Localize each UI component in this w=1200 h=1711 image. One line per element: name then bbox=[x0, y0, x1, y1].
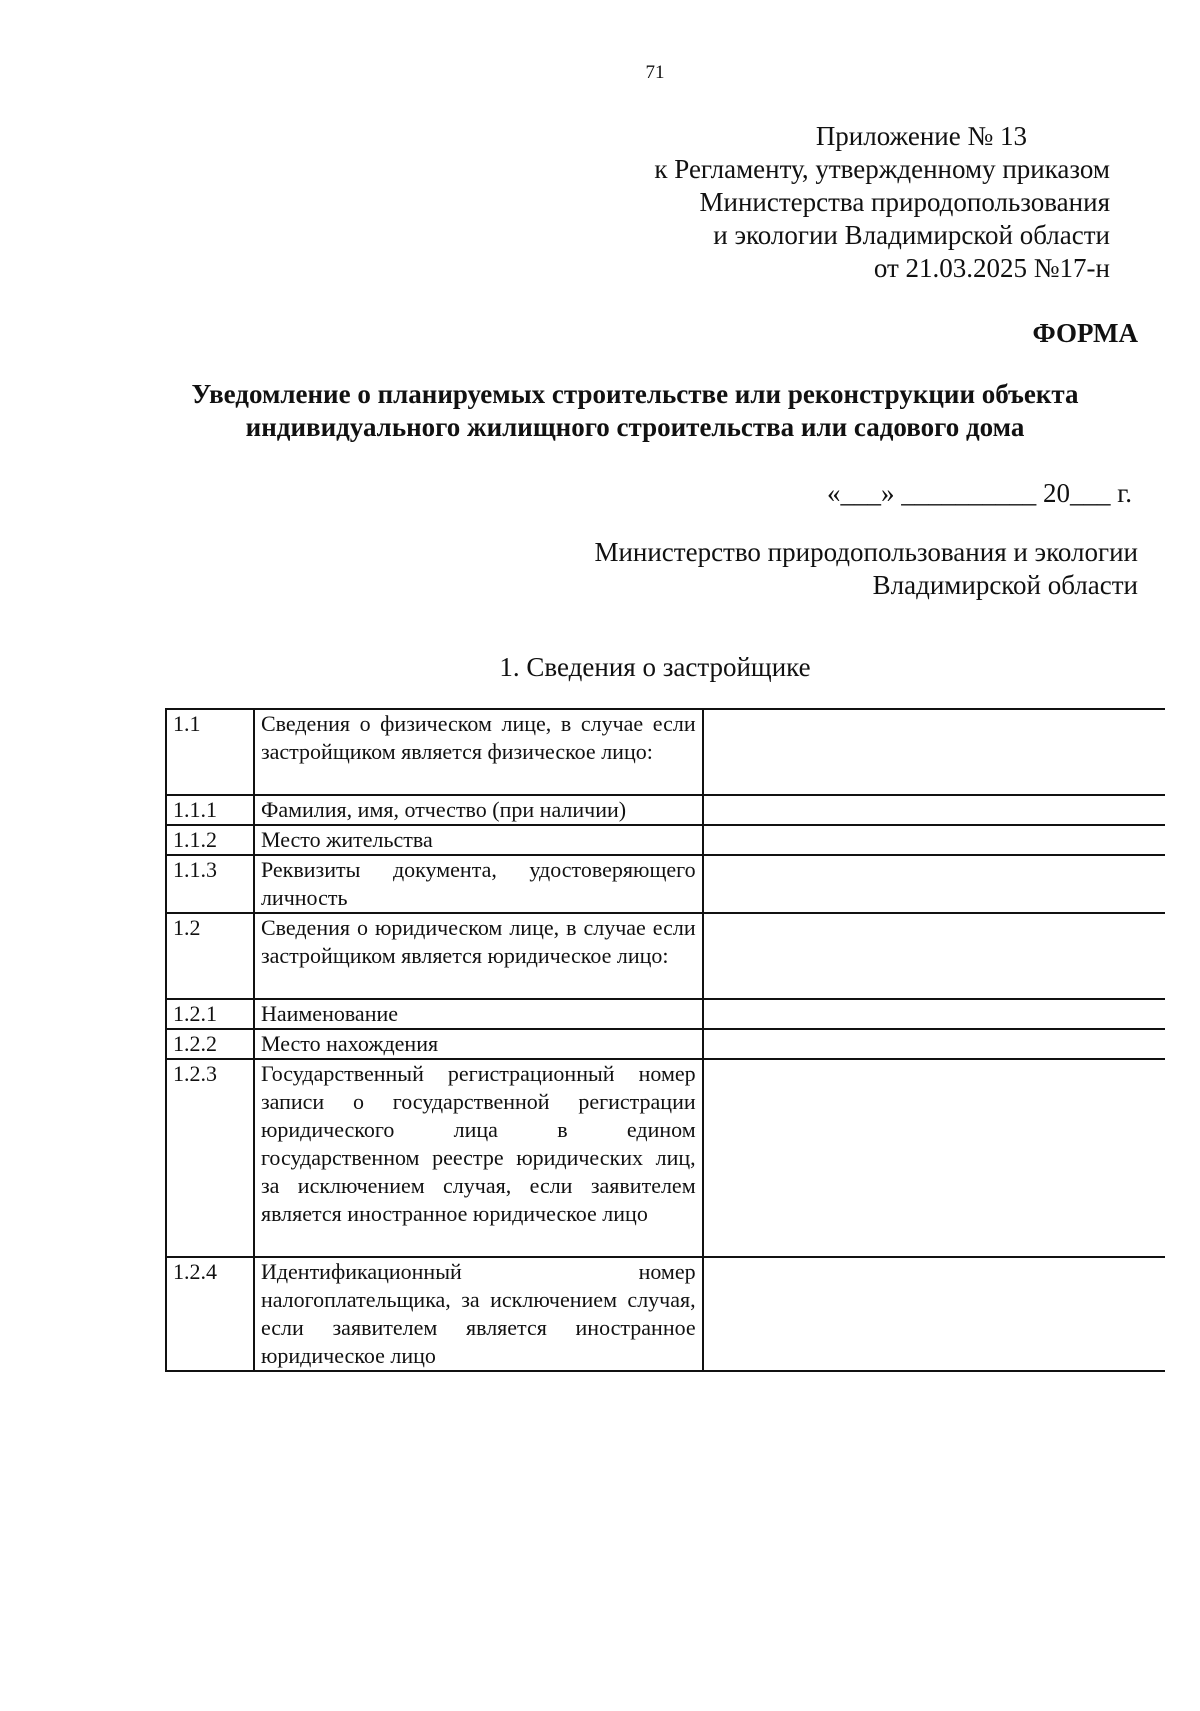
row-description: Место нахождения bbox=[254, 1029, 703, 1059]
table-row bbox=[166, 795, 1165, 825]
row-value-field[interactable] bbox=[703, 913, 1165, 999]
recipient-block bbox=[594, 536, 1138, 602]
row-description: Фамилия, имя, отчество (при наличии) bbox=[254, 795, 703, 825]
row-value-field[interactable] bbox=[703, 795, 1165, 825]
date-field[interactable]: «___» __________ 20___ г. bbox=[826, 478, 1132, 508]
appendix-header bbox=[510, 120, 1110, 285]
forma-label: ФОРМА bbox=[1032, 318, 1138, 348]
row-value-field[interactable] bbox=[703, 1029, 1165, 1059]
row-number: 1.2.4 bbox=[166, 1257, 254, 1371]
table-row bbox=[166, 1029, 1165, 1059]
table-row bbox=[166, 1059, 1165, 1257]
row-description: Сведения о юридическом лице, в случае если застройщиком является юридическое лицо: bbox=[254, 913, 703, 999]
row-value-field[interactable] bbox=[703, 855, 1165, 913]
table-row bbox=[166, 1257, 1165, 1371]
document-title-line: Уведомление о планируемых строительстве или реконструкции объекта bbox=[191, 379, 1079, 409]
appendix-line: от 21.03.2025 №17-н bbox=[873, 253, 1110, 283]
row-description: Наименование bbox=[254, 999, 703, 1029]
appendix-line: Приложение № 13 bbox=[815, 121, 1027, 151]
row-number: 1.1.2 bbox=[166, 825, 254, 855]
section-title: 1. Сведения о застройщике bbox=[499, 652, 811, 682]
appendix-line: и экологии Владимирской области bbox=[713, 220, 1110, 250]
table-row bbox=[166, 825, 1165, 855]
table-row bbox=[166, 999, 1165, 1029]
recipient-line: Министерство природопользования и экологии bbox=[594, 537, 1138, 567]
row-number: 1.1 bbox=[166, 709, 254, 795]
row-value-field[interactable] bbox=[703, 999, 1165, 1029]
page-number: 71 bbox=[645, 62, 665, 83]
appendix-line: к Регламенту, утвержденному приказом bbox=[654, 154, 1110, 184]
table-row bbox=[166, 913, 1165, 999]
row-number: 1.2.3 bbox=[166, 1059, 254, 1257]
row-value-field[interactable] bbox=[703, 825, 1165, 855]
row-number: 1.2 bbox=[166, 913, 254, 999]
row-number: 1.2.1 bbox=[166, 999, 254, 1029]
document-title bbox=[150, 378, 1120, 444]
table-row bbox=[166, 709, 1165, 795]
row-number: 1.1.1 bbox=[166, 795, 254, 825]
row-value-field[interactable] bbox=[703, 1059, 1165, 1257]
document-title-line: индивидуального жилищного строительства или садового дома bbox=[245, 412, 1025, 442]
row-value-field[interactable] bbox=[703, 709, 1165, 795]
recipient-line: Владимирской области bbox=[872, 570, 1138, 600]
row-description: Идентификационный номер налогоплательщика, за исключением случая, если заявителем является иностранное юридическое лицо bbox=[254, 1257, 703, 1371]
row-number: 1.2.2 bbox=[166, 1029, 254, 1059]
table-row bbox=[166, 855, 1165, 913]
row-description: Место жительства bbox=[254, 825, 703, 855]
row-number: 1.1.3 bbox=[166, 855, 254, 913]
developer-info-table bbox=[165, 708, 1165, 1372]
row-description: Реквизиты документа, удостоверяющего личность bbox=[254, 855, 703, 913]
row-description: Сведения о физическом лице, в случае если застройщиком является физическое лицо: bbox=[254, 709, 703, 795]
row-value-field[interactable] bbox=[703, 1257, 1165, 1371]
row-description: Государственный регистрационный номер записи о государственной регистрации юридического лица в едином государственном реестре юридических лиц, за исключением случая, если заявителем является иностранное юридическое лицо bbox=[254, 1059, 703, 1257]
appendix-line: Министерства природопользования bbox=[699, 187, 1110, 217]
